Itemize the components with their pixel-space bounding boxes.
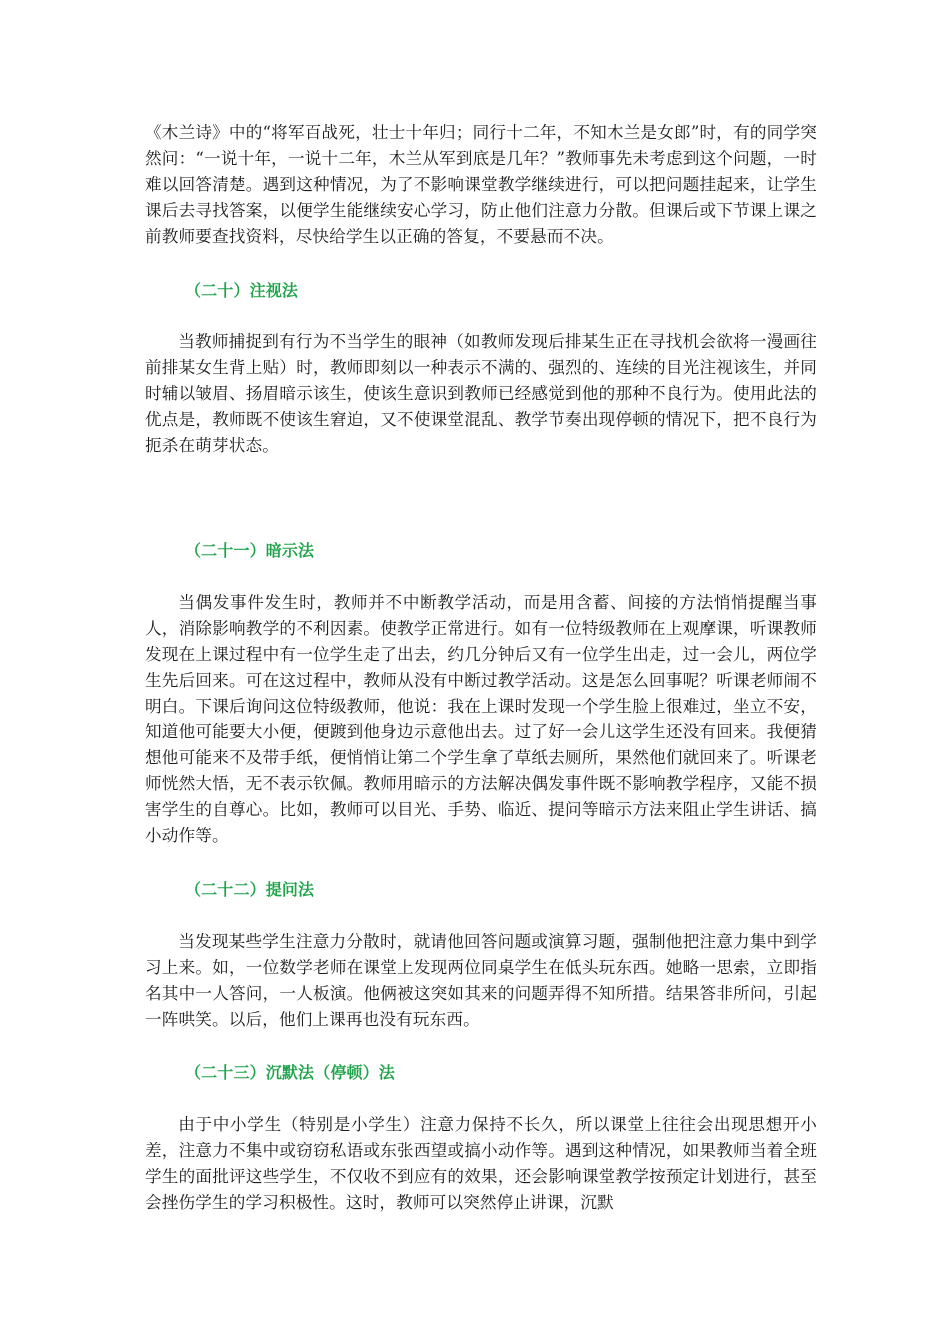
spacer [145,303,817,329]
intro-paragraph: 《木兰诗》中的“将军百战死，壮士十年归；同行十二年，不知木兰是女郎”时，有的同学突然问：“一说十年，一说十二年，木兰从军到底是几年？”教师事先未考虑到这个问题，一时难以回答清楚。遇到这种情况，为了不影响课堂教学继续进行，可以把问题挂起来，让学生课后去寻找答案，以便学生能继续安心学习，防止他们注意力分散。但课后或下节课上课之前教师要查找资料，尽快给学生以正确的答复，不要悬而不决。 [145,123,817,246]
section-body-question-method: 当发现某些学生注意力分散时，就请他回答问题或演算习题，强制他把注意力集中到学习上来。如，一位数学老师在课堂上发现两位同桌学生在低头玩东西。她略一思索，立即指名其中一人答问，一人板演。他俩被这突如其来的问题弄得不知所措。结果答非所问，引起一阵哄笑。以后，他们上课再也没有玩东西。 [145,931,817,1029]
spacer [145,903,817,929]
document-page [145,120,817,1216]
section-body-gaze-method: 当教师捕捉到有行为不当学生的眼神（如教师发现后排某生正在寻找机会欲将一漫画往前排某女生背上贴）时，教师即刻以一种表示不满的、强烈的、连续的目光注视该生，并同时辅以皱眉、扬眉暗示该生，使该生意识到教师已经感觉到他的那种不良行为。使用此法的优点是，教师既不使该生窘迫，又不使课堂混乱、教学节奏出现停顿的情况下，把不良行为扼杀在萌芽状态。 [145,332,817,456]
spacer [145,250,817,278]
spacer [145,564,817,590]
section-heading-question-method: （二十二）提问法 [185,879,315,899]
section-heading-silence-method: （二十三）沉默法（停顿）法 [185,1063,395,1083]
section-body-hint-method: 当偶发事件发生时，教师并不中断教学活动，而是用含蓄、间接的方法悄悄提醒当事人，消除影响教学的不利因素。使教学正常进行。如有一位特级教师在上观摩课，听课教师发现在上课过程中有一位学生走了出去，约几分钟后又有一位学生出走，过一会儿，两位学生先后回来。可在这过程中，教师从没有中断过教学活动。这是怎么回事呢？听课老师闹不明白。下课后询问这位特级教师，他说：我在上课时发现一个学生脸上很难过，坐立不安，知道他可能要大小便，便踱到他身边示意他出去。过了好一会儿这学生还没有回来。我便猜想他可能来不及带手纸，便悄悄让第二个学生拿了草纸去厕所，果然他们就回来了。听课老师恍然大悟，无不表示钦佩。教师用暗示的方法解决偶发事件既不影响教学程序，又能不损害学生的自尊心。比如，教师可以目光、手势、临近、提问等暗示方法来阻止学生讲话、搞小动作等。 [145,592,817,846]
section-heading-hint-method: （二十一）暗示法 [185,540,315,560]
spacer [145,849,817,877]
spacer [145,459,817,538]
spacer [145,1032,817,1060]
section-body-silence-method: 由于中小学生（特别是小学生）注意力保持不长久，所以课堂上往往会出现思想开小差，注意力不集中或窃窃私语或东张西望或搞小动作等。遇到这种情况，如果教师当着全班学生的面批评这些学生，不仅收不到应有的效果，还会影响课堂教学按预定计划进行，甚至会挫伤学生的学习积极性。这时，教师可以突然停止讲课，沉默 [145,1115,817,1213]
section-heading-gaze-method: （二十）注视法 [185,280,299,300]
spacer [145,1086,817,1112]
